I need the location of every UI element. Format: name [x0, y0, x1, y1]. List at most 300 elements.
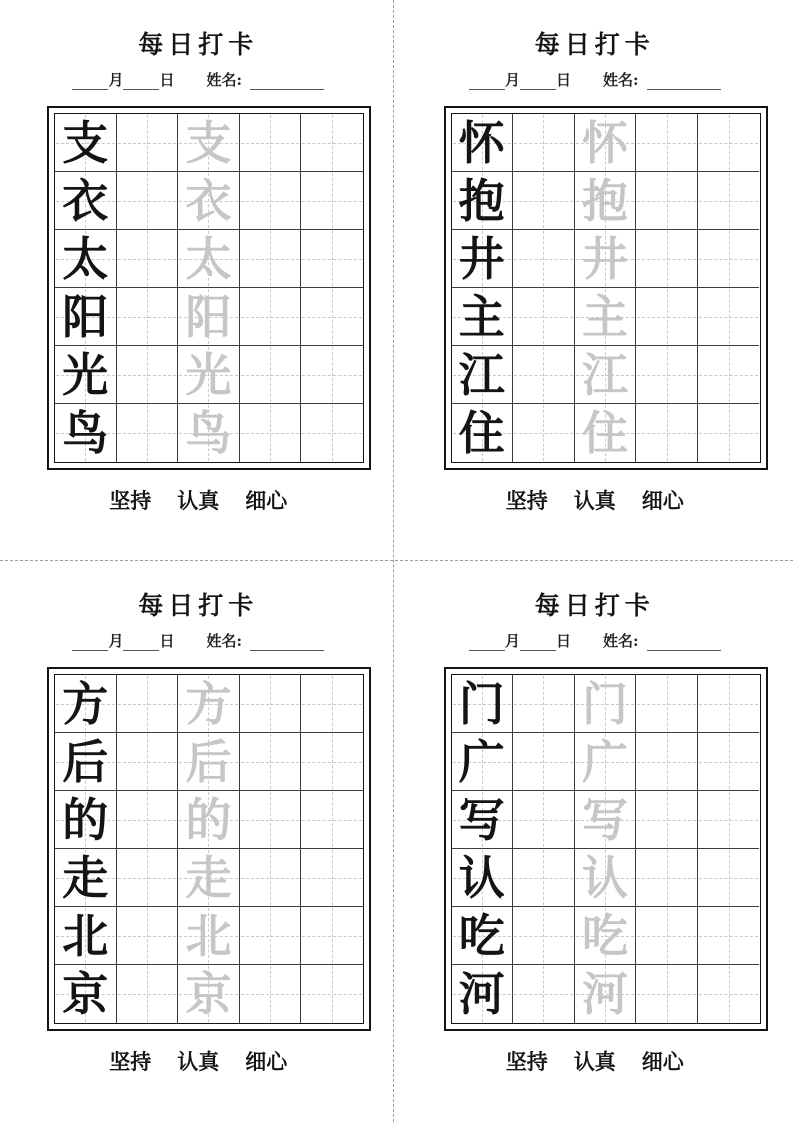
cell-guide-vertical	[729, 966, 730, 1022]
practice-grid	[452, 675, 760, 1023]
cell-guide-vertical	[332, 231, 333, 286]
practice-cell	[575, 907, 637, 965]
model-character: 衣	[62, 173, 109, 228]
trace-character: 阳	[185, 289, 232, 344]
day-blank-field	[520, 75, 556, 90]
practice-cell	[575, 849, 637, 907]
practice-cell	[117, 288, 179, 346]
model-character: 广	[458, 734, 505, 789]
motto-word: 认真	[177, 488, 220, 513]
trace-character: 北	[185, 908, 232, 963]
cell-guide-vertical	[667, 676, 668, 731]
practice-cell	[55, 907, 117, 965]
card-title: 每日打卡	[534, 30, 655, 59]
cell-guide-vertical	[270, 734, 271, 789]
cell-guide-vertical	[332, 734, 333, 789]
trace-character: 太	[185, 231, 232, 286]
trace-character: 江	[581, 347, 628, 402]
practice-cell	[178, 230, 240, 288]
practice-cell	[575, 675, 637, 733]
model-character: 写	[458, 792, 505, 847]
motto-word: 认真	[177, 1049, 220, 1074]
name-blank-field	[250, 636, 324, 651]
practice-cell	[55, 849, 117, 907]
cell-guide-vertical	[543, 289, 544, 344]
practice-grid-inner-frame	[451, 674, 761, 1024]
cell-guide-vertical	[543, 231, 544, 286]
cell-guide-vertical	[543, 850, 544, 905]
trace-character: 支	[185, 115, 232, 170]
practice-cell	[301, 230, 363, 288]
day-label: 日	[555, 632, 571, 650]
cell-guide-vertical	[332, 115, 333, 170]
card-title: 每日打卡	[138, 30, 259, 59]
practice-cell	[301, 114, 363, 172]
motto-word: 细心	[245, 488, 288, 513]
trace-character: 写	[581, 792, 628, 847]
practice-cell	[452, 346, 514, 404]
practice-cell	[240, 404, 302, 462]
practice-cell	[55, 965, 117, 1023]
month-label: 月	[108, 71, 124, 89]
cell-guide-vertical	[147, 173, 148, 228]
practice-cell	[575, 114, 637, 172]
model-character: 抱	[458, 173, 505, 228]
trace-character: 住	[581, 406, 628, 460]
practice-cell	[301, 965, 363, 1023]
practice-cell	[636, 965, 698, 1023]
practice-grid-frame	[444, 106, 768, 470]
practice-cell	[117, 791, 179, 849]
cell-guide-vertical	[270, 173, 271, 228]
practice-cell	[240, 849, 302, 907]
practice-cell	[636, 733, 698, 791]
practice-cell	[452, 288, 514, 346]
cell-guide-vertical	[543, 792, 544, 847]
trace-character: 衣	[185, 173, 232, 228]
practice-cell	[513, 404, 575, 462]
practice-grid	[452, 114, 760, 462]
practice-cell	[301, 849, 363, 907]
month-blank-field	[72, 75, 108, 90]
practice-cell	[452, 849, 514, 907]
practice-cell	[178, 114, 240, 172]
cell-guide-vertical	[147, 231, 148, 286]
practice-cell	[452, 230, 514, 288]
trace-character: 吃	[581, 908, 628, 963]
practice-cell	[178, 791, 240, 849]
cell-guide-vertical	[270, 115, 271, 170]
cell-guide-vertical	[729, 908, 730, 963]
trace-character: 抱	[581, 173, 628, 228]
practice-cell	[178, 907, 240, 965]
practice-grid-inner-frame	[54, 113, 364, 463]
practice-cell	[117, 114, 179, 172]
motto-line	[0, 1046, 397, 1076]
practice-cell	[55, 675, 117, 733]
practice-cell	[178, 404, 240, 462]
motto-word: 坚持	[505, 1049, 548, 1074]
cell-guide-vertical	[147, 405, 148, 461]
practice-cell	[513, 791, 575, 849]
practice-cell	[117, 404, 179, 462]
model-character: 鸟	[62, 406, 109, 460]
cell-guide-vertical	[667, 850, 668, 905]
practice-cell	[636, 114, 698, 172]
cell-guide-vertical	[332, 850, 333, 905]
cell-guide-vertical	[270, 966, 271, 1022]
practice-cell	[178, 288, 240, 346]
practice-cell	[301, 733, 363, 791]
cell-guide-vertical	[332, 966, 333, 1022]
trace-character: 后	[185, 734, 232, 789]
cell-guide-vertical	[332, 792, 333, 847]
model-character: 主	[458, 289, 505, 344]
cell-guide-vertical	[729, 231, 730, 286]
model-character: 江	[458, 347, 505, 402]
practice-cell	[698, 733, 760, 791]
practice-cell	[698, 849, 760, 907]
practice-cell	[513, 907, 575, 965]
cell-guide-vertical	[667, 347, 668, 402]
model-character: 吃	[458, 908, 505, 963]
cell-guide-vertical	[543, 405, 544, 461]
cell-guide-vertical	[729, 792, 730, 847]
model-character: 河	[458, 967, 505, 1021]
practice-cell	[240, 965, 302, 1023]
practice-cell	[117, 172, 179, 230]
cell-guide-vertical	[543, 908, 544, 963]
practice-cell	[698, 404, 760, 462]
month-blank-field	[469, 636, 505, 651]
name-blank-field	[647, 636, 721, 651]
cell-guide-vertical	[147, 289, 148, 344]
practice-cell	[55, 791, 117, 849]
trace-character: 光	[185, 347, 232, 402]
cell-guide-vertical	[332, 289, 333, 344]
practice-cell	[513, 172, 575, 230]
cell-guide-vertical	[543, 966, 544, 1022]
practice-cell	[636, 675, 698, 733]
practice-cell	[55, 114, 117, 172]
cell-guide-vertical	[729, 734, 730, 789]
motto-word: 细心	[245, 1049, 288, 1074]
cell-guide-vertical	[729, 173, 730, 228]
cell-guide-vertical	[543, 173, 544, 228]
cell-guide-vertical	[543, 734, 544, 789]
card-title: 每日打卡	[138, 591, 259, 620]
model-character: 太	[62, 231, 109, 286]
practice-cell	[452, 114, 514, 172]
practice-cell	[240, 230, 302, 288]
practice-cell	[117, 675, 179, 733]
practice-cell	[178, 733, 240, 791]
practice-cell	[636, 404, 698, 462]
cell-guide-vertical	[147, 792, 148, 847]
cell-guide-vertical	[667, 908, 668, 963]
model-character: 走	[62, 850, 109, 905]
practice-cell	[452, 675, 514, 733]
date-name-line	[397, 630, 793, 651]
practice-cell	[117, 733, 179, 791]
practice-card-bottom-right	[397, 561, 793, 1122]
practice-card-top-left	[0, 0, 397, 561]
practice-cell	[698, 907, 760, 965]
practice-cell	[301, 791, 363, 849]
practice-cell	[513, 114, 575, 172]
day-label: 日	[159, 632, 175, 650]
cell-guide-vertical	[270, 405, 271, 461]
model-character: 怀	[458, 115, 505, 170]
day-label: 日	[159, 71, 175, 89]
model-character: 认	[458, 850, 505, 905]
model-character: 住	[458, 406, 505, 460]
motto-word: 认真	[573, 488, 616, 513]
practice-grid-inner-frame	[54, 674, 364, 1024]
cell-guide-vertical	[270, 347, 271, 402]
practice-cell	[178, 172, 240, 230]
practice-cell	[636, 288, 698, 346]
practice-cell	[636, 849, 698, 907]
model-character: 后	[62, 734, 109, 789]
practice-cell	[513, 675, 575, 733]
model-character: 门	[458, 676, 505, 731]
practice-grid-frame	[47, 106, 371, 470]
name-label: 姓名:	[206, 71, 243, 89]
trace-character: 京	[185, 967, 232, 1021]
motto-word: 坚持	[109, 488, 152, 513]
cell-guide-vertical	[270, 289, 271, 344]
practice-cell	[575, 230, 637, 288]
motto-word: 坚持	[505, 488, 548, 513]
practice-cell	[301, 907, 363, 965]
practice-cell	[55, 172, 117, 230]
practice-cell	[240, 172, 302, 230]
cell-guide-vertical	[332, 347, 333, 402]
cell-guide-vertical	[729, 405, 730, 461]
cell-guide-vertical	[270, 792, 271, 847]
practice-cell	[452, 172, 514, 230]
practice-cell	[636, 172, 698, 230]
cell-guide-vertical	[270, 908, 271, 963]
cell-guide-vertical	[147, 908, 148, 963]
practice-grid-frame	[444, 667, 768, 1031]
practice-cell	[698, 288, 760, 346]
motto-line	[0, 485, 397, 515]
name-label: 姓名:	[602, 632, 639, 650]
day-label: 日	[555, 71, 571, 89]
cell-guide-vertical	[667, 173, 668, 228]
motto-line	[397, 485, 793, 515]
practice-cell	[452, 907, 514, 965]
practice-cell	[575, 404, 637, 462]
date-name-line	[0, 69, 397, 90]
practice-cell	[698, 791, 760, 849]
trace-character: 怀	[581, 115, 628, 170]
practice-cell	[575, 791, 637, 849]
practice-cell	[178, 346, 240, 404]
practice-cell	[575, 965, 637, 1023]
practice-cell	[513, 849, 575, 907]
trace-character: 的	[185, 792, 232, 847]
practice-cell	[55, 404, 117, 462]
practice-cell	[301, 172, 363, 230]
cell-guide-vertical	[332, 676, 333, 731]
trace-character: 鸟	[185, 406, 232, 460]
name-blank-field	[647, 75, 721, 90]
trace-character: 门	[581, 676, 628, 731]
practice-cell	[513, 230, 575, 288]
practice-cell	[55, 288, 117, 346]
cell-guide-vertical	[729, 347, 730, 402]
name-blank-field	[250, 75, 324, 90]
practice-cell	[698, 172, 760, 230]
practice-card-top-right	[397, 0, 793, 561]
model-character: 井	[458, 231, 505, 286]
cell-guide-vertical	[729, 676, 730, 731]
practice-cell	[513, 346, 575, 404]
practice-cell	[452, 791, 514, 849]
motto-word: 细心	[641, 1049, 684, 1074]
month-blank-field	[72, 636, 108, 651]
practice-cell	[636, 230, 698, 288]
cell-guide-vertical	[667, 734, 668, 789]
cell-guide-vertical	[667, 115, 668, 170]
practice-cell	[240, 907, 302, 965]
practice-cell	[178, 675, 240, 733]
practice-cell	[452, 733, 514, 791]
month-blank-field	[469, 75, 505, 90]
name-label: 姓名:	[602, 71, 639, 89]
practice-cell	[117, 346, 179, 404]
cell-guide-vertical	[147, 347, 148, 402]
cell-guide-vertical	[667, 792, 668, 847]
trace-character: 河	[581, 967, 628, 1021]
day-blank-field	[123, 636, 159, 651]
date-name-line	[0, 630, 397, 651]
model-character: 北	[62, 908, 109, 963]
practice-cell	[513, 965, 575, 1023]
practice-cell	[117, 965, 179, 1023]
practice-grid-inner-frame	[451, 113, 761, 463]
practice-cell	[55, 346, 117, 404]
practice-cell	[301, 675, 363, 733]
practice-cell	[240, 791, 302, 849]
practice-cell	[698, 346, 760, 404]
practice-cell	[117, 907, 179, 965]
cell-guide-vertical	[729, 115, 730, 170]
practice-cell	[698, 230, 760, 288]
practice-cell	[240, 733, 302, 791]
practice-cell	[698, 114, 760, 172]
practice-cell	[636, 907, 698, 965]
vertical-cut-line	[393, 0, 394, 1122]
cell-guide-vertical	[543, 115, 544, 170]
model-character: 阳	[62, 289, 109, 344]
practice-cell	[575, 733, 637, 791]
model-character: 支	[62, 115, 109, 170]
cell-guide-vertical	[667, 966, 668, 1022]
motto-word: 认真	[573, 1049, 616, 1074]
cell-guide-vertical	[147, 734, 148, 789]
cell-guide-vertical	[729, 850, 730, 905]
trace-character: 走	[185, 850, 232, 905]
model-character: 方	[62, 676, 109, 731]
cell-guide-vertical	[332, 173, 333, 228]
trace-character: 井	[581, 231, 628, 286]
practice-cell	[636, 791, 698, 849]
name-label: 姓名:	[206, 632, 243, 650]
practice-cell	[240, 346, 302, 404]
trace-character: 主	[581, 289, 628, 344]
practice-card-bottom-left	[0, 561, 397, 1122]
cell-guide-vertical	[270, 231, 271, 286]
cell-guide-vertical	[147, 966, 148, 1022]
cell-guide-vertical	[332, 908, 333, 963]
practice-cell	[698, 675, 760, 733]
cell-guide-vertical	[332, 405, 333, 461]
practice-cell	[575, 288, 637, 346]
practice-cell	[513, 288, 575, 346]
model-character: 光	[62, 347, 109, 402]
cell-guide-vertical	[543, 676, 544, 731]
month-label: 月	[504, 71, 520, 89]
practice-grid-frame	[47, 667, 371, 1031]
motto-word: 细心	[641, 488, 684, 513]
cell-guide-vertical	[543, 347, 544, 402]
practice-cell	[240, 288, 302, 346]
practice-grid	[55, 675, 363, 1023]
practice-cell	[240, 114, 302, 172]
month-label: 月	[504, 632, 520, 650]
practice-cell	[55, 230, 117, 288]
practice-cell	[575, 172, 637, 230]
cell-guide-vertical	[147, 850, 148, 905]
model-character: 的	[62, 792, 109, 847]
cell-guide-vertical	[667, 289, 668, 344]
practice-cell	[117, 849, 179, 907]
motto-word: 坚持	[109, 1049, 152, 1074]
date-name-line	[397, 69, 793, 90]
practice-cell	[55, 733, 117, 791]
trace-character: 广	[581, 734, 628, 789]
practice-cell	[240, 675, 302, 733]
cell-guide-vertical	[667, 405, 668, 461]
trace-character: 方	[185, 676, 232, 731]
cell-guide-vertical	[270, 676, 271, 731]
month-label: 月	[108, 632, 124, 650]
day-blank-field	[520, 636, 556, 651]
motto-line	[397, 1046, 793, 1076]
practice-cell	[636, 346, 698, 404]
model-character: 京	[62, 967, 109, 1021]
cell-guide-vertical	[667, 231, 668, 286]
trace-character: 认	[581, 850, 628, 905]
practice-cell	[452, 965, 514, 1023]
practice-cell	[117, 230, 179, 288]
practice-cell	[575, 346, 637, 404]
practice-cell	[178, 965, 240, 1023]
practice-cell	[301, 288, 363, 346]
cell-guide-vertical	[729, 289, 730, 344]
practice-cell	[452, 404, 514, 462]
card-title: 每日打卡	[534, 591, 655, 620]
day-blank-field	[123, 75, 159, 90]
practice-cell	[698, 965, 760, 1023]
practice-cell	[301, 346, 363, 404]
practice-cell	[513, 733, 575, 791]
cell-guide-vertical	[270, 850, 271, 905]
